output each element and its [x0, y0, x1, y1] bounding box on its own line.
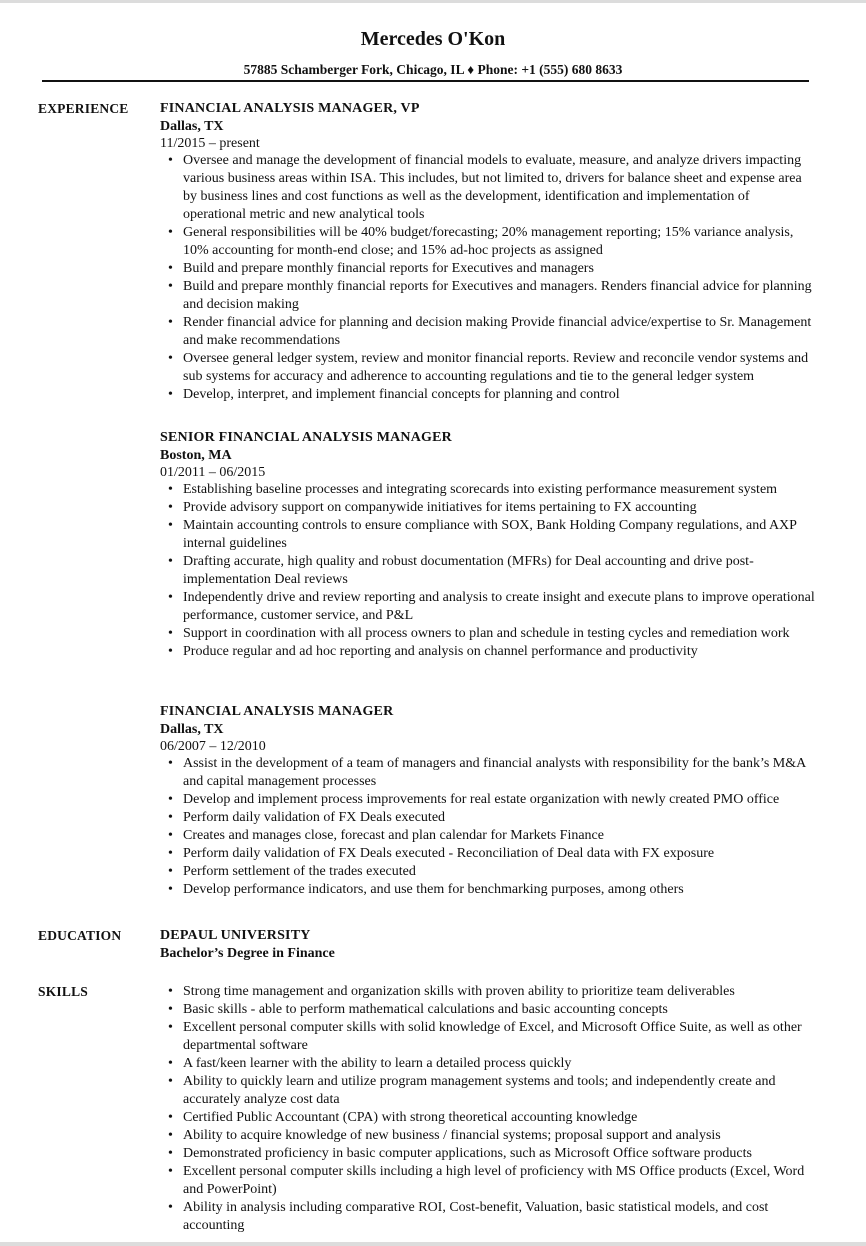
skills-section-label: SKILLS — [38, 984, 88, 999]
job-dates: 11/2015 – present — [160, 136, 260, 151]
list-item: • General responsibilities will be 40% budget/forecasting; 20% management reporting; 15% variance analysis, 10% accounting for month-end close; and 15% ad-hoc projects as assigned — [160, 224, 815, 260]
list-item: • Ability to quickly learn and utilize program management systems and tools; and independently create and accurately analyze cost data — [160, 1073, 815, 1109]
list-item: • Ability in analysis including comparative ROI, Cost-benefit, Valuation, basic statistical models, and cost accounting — [160, 1199, 815, 1235]
skills-list — [160, 983, 840, 1235]
list-item: • Develop performance indicators, and use them for benchmarking purposes, among others — [160, 881, 815, 899]
job-dates: 06/2007 – 12/2010 — [160, 739, 266, 754]
degree: Bachelor’s Degree in Finance — [160, 946, 335, 961]
list-item: • Develop and implement process improvements for real estate organization with newly created PMO office — [160, 791, 815, 809]
list-item: • Drafting accurate, high quality and robust documentation (MFRs) for Deal accounting and drive post-implementation Deal reviews — [160, 553, 815, 589]
header-divider — [42, 80, 809, 82]
list-item: • Build and prepare monthly financial reports for Executives and managers — [160, 260, 815, 278]
job-bullets — [160, 152, 840, 404]
contact-line: 57885 Schamberger Fork, Chicago, IL ♦ Phone: +1 (555) 680 8633 — [243, 62, 623, 77]
job-entry-3 — [160, 703, 840, 899]
top-border — [0, 0, 866, 3]
list-item: • Produce regular and ad hoc reporting and analysis on channel performance and productivity — [160, 643, 815, 661]
job-location: Dallas, TX — [160, 722, 224, 737]
list-item: • Render financial advice for planning and decision making Provide financial advice/expertise to Sr. Management and make recommendations — [160, 314, 815, 350]
job-bullets — [160, 755, 840, 899]
list-item: • Perform daily validation of FX Deals executed — [160, 809, 815, 827]
job-bullets — [160, 481, 840, 661]
list-item: • Provide advisory support on companywide initiatives for items pertaining to FX accounting — [160, 499, 815, 517]
list-item: • Establishing baseline processes and integrating scorecards into existing performance measurement system — [160, 481, 815, 499]
list-item: • A fast/keen learner with the ability to learn a detailed process quickly — [160, 1055, 815, 1073]
job-title: FINANCIAL ANALYSIS MANAGER — [160, 704, 394, 719]
list-item: • Ability to acquire knowledge of new business / financial systems; proposal support and analysis — [160, 1127, 815, 1145]
list-item: • Perform settlement of the trades executed — [160, 863, 815, 881]
list-item: • Strong time management and organization skills with proven ability to prioritize team deliverables — [160, 983, 815, 1001]
list-item: • Excellent personal computer skills including a high level of proficiency with MS Office products (Excel, Word and PowerPoint) — [160, 1163, 815, 1199]
education-entry — [160, 927, 840, 963]
job-location: Dallas, TX — [160, 119, 224, 134]
list-item: • Perform daily validation of FX Deals executed - Reconciliation of Deal data with FX exposure — [160, 845, 815, 863]
list-item: • Creates and manages close, forecast and plan calendar for Markets Finance — [160, 827, 815, 845]
list-item: • Develop, interpret, and implement financial concepts for planning and control — [160, 386, 815, 404]
list-item: • Independently drive and review reporting and analysis to create insight and execute plans to improve operational performance, customer service, and P&L — [160, 589, 815, 625]
list-item: • Support in coordination with all process owners to plan and schedule in testing cycles and remediation work — [160, 625, 815, 643]
job-title: FINANCIAL ANALYSIS MANAGER, VP — [160, 101, 420, 116]
job-title: SENIOR FINANCIAL ANALYSIS MANAGER — [160, 430, 452, 445]
experience-section-label: EXPERIENCE — [38, 101, 129, 116]
list-item: • Demonstrated proficiency in basic computer applications, such as Microsoft Office software products — [160, 1145, 815, 1163]
bottom-border — [0, 1242, 866, 1246]
list-item: • Oversee and manage the development of financial models to evaluate, measure, and analyze drivers impacting various business areas within ISA. This includes, but not limited to, drivers for balance sheet and expense area by business lines and cost functions as well as the development, identification and implementation of operational metric and new analytical tools — [160, 152, 815, 224]
job-location: Boston, MA — [160, 448, 232, 463]
job-entry-2 — [160, 429, 840, 661]
list-item: • Certified Public Accountant (CPA) with strong theoretical accounting knowledge — [160, 1109, 815, 1127]
school-name: DEPAUL UNIVERSITY — [160, 928, 311, 943]
education-section-label: EDUCATION — [38, 928, 122, 943]
list-item: • Excellent personal computer skills with solid knowledge of Excel, and Microsoft Office Suite, as well as other departmental software — [160, 1019, 815, 1055]
candidate-name: Mercedes O'Kon — [360, 28, 506, 50]
job-dates: 01/2011 – 06/2015 — [160, 465, 266, 480]
list-item: • Assist in the development of a team of managers and financial analysts with responsibility for the bank’s M&A and capital management processes — [160, 755, 815, 791]
list-item: • Build and prepare monthly financial reports for Executives and managers. Renders financial advice for planning and decision making — [160, 278, 815, 314]
job-entry-1 — [160, 100, 840, 404]
skills-entry — [160, 983, 840, 1235]
list-item: • Maintain accounting controls to ensure compliance with SOX, Bank Holding Company regulations, and AXP internal guidelines — [160, 517, 815, 553]
list-item: • Oversee general ledger system, review and monitor financial reports. Review and reconcile vendor systems and sub systems for accuracy and adherence to accounting regulations and tie to the general ledger system — [160, 350, 815, 386]
list-item: • Basic skills - able to perform mathematical calculations and basic accounting concepts — [160, 1001, 815, 1019]
